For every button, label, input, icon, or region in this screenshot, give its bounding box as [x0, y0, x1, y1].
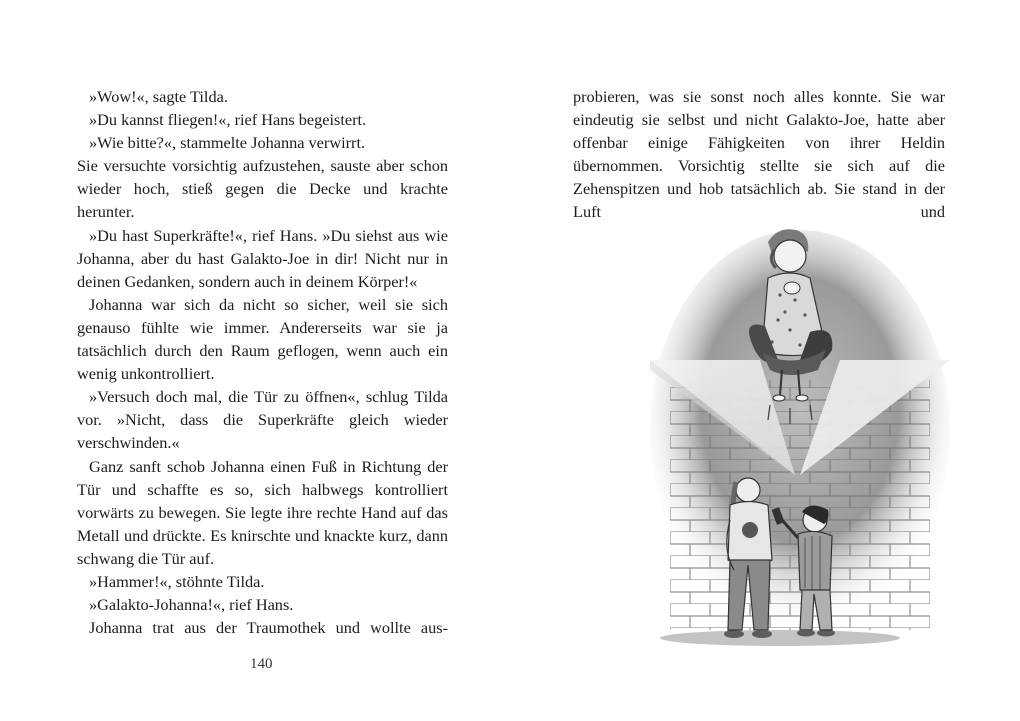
paragraph: Sie versuchte vorsichtig aufzustehen, sauste aber schon wieder hoch, stieß gegen die Decke und krachte herunter.	[77, 156, 448, 222]
paragraph: »Du kannst fliegen!«, rief Hans begeistert.	[89, 110, 367, 130]
paragraph: »Du hast Superkräfte!«, rief Hans. »Du siehst aus wie Johanna, aber du hast Galakto-Joe in dir! Nicht nur in deinen Gedanken, sondern auch in deinem Körper!«	[77, 225, 448, 291]
paragraph: probieren, was sie sonst noch alles konnte. Sie war eindeutig sie selbst und nicht Galakto-Joe, hatte aber offenbar einige Fähigkeiten von ihrer Heldin übernommen. Vorsichtig stellte sie sich auf die Zehenspitzen und hob tatsächlich ab. Sie stand in der Luft und	[573, 87, 945, 222]
illustration-flying-girl	[650, 220, 950, 660]
illustration-drawing	[650, 220, 950, 660]
paragraph: Johanna trat aus der Traumothek und wollte aus-	[89, 618, 448, 638]
brick-wall	[670, 380, 930, 630]
paragraph: »Hammer!«, stöhnte Tilda.	[89, 571, 265, 591]
paragraph: »Wie bitte?«, stammelte Johanna verwirrt.	[89, 133, 366, 153]
page-number: 140	[250, 656, 273, 672]
paragraph: »Wow!«, sagte Tilda.	[89, 87, 228, 106]
paragraph: Ganz sanft schob Johanna einen Fuß in Richtung der Tür und schaffte es so, sich halbwegs kontrolliert vorwärts zu bewegen. Sie legte ihre rechte Hand auf das Metall und drückte. Es knirschte und knackte kurz, dann schwang die Tür auf.	[77, 456, 448, 568]
paragraph: »Versuch doch mal, die Tür zu öffnen«, schlug Tilda vor. »Nicht, dass die Superkräfte gleich wieder verschwinden.«	[77, 387, 448, 453]
right-page	[510, 0, 1020, 721]
paragraph: »Galakto-Johanna!«, rief Hans.	[89, 595, 294, 615]
left-text-column	[77, 85, 448, 639]
paragraph: Johanna war sich da nicht so sicher, weil sie sich genauso fühlte wie immer. Andererseits war sie ja tatsächlich durch den Raum geflogen, wenn auch ein wenig unkontrolliert.	[77, 294, 448, 384]
right-text-column	[573, 85, 945, 224]
